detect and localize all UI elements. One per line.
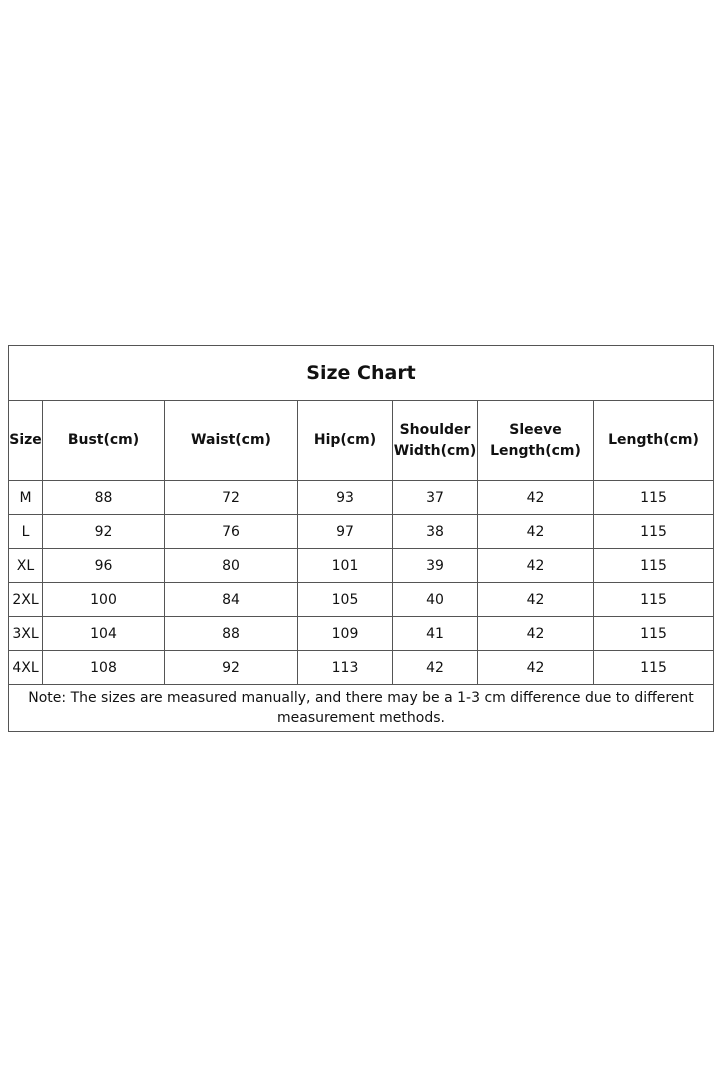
column-header-line: Shoulder — [399, 421, 471, 438]
cell-size: M — [9, 481, 43, 515]
column-header-shoulder-width — [393, 401, 478, 481]
table-row — [9, 583, 714, 617]
column-header-hip — [298, 401, 393, 481]
cell-shoulder-width: 42 — [393, 651, 478, 685]
cell-length: 115 — [594, 617, 714, 651]
column-header-line: Size — [9, 432, 42, 448]
table-row — [9, 617, 714, 651]
table-row — [9, 515, 714, 549]
cell-size: L — [9, 515, 43, 549]
cell-length: 115 — [594, 481, 714, 515]
column-header-line: Sleeve — [509, 421, 562, 438]
header-row — [9, 401, 714, 481]
column-header-line: Length(cm) — [490, 442, 581, 459]
size-chart-container — [8, 345, 713, 732]
cell-waist: 76 — [165, 515, 298, 549]
measurement-note: Note: The sizes are measured manually, and there may be a 1-3 cm difference due to different measurement methods. — [9, 685, 714, 732]
cell-hip: 93 — [298, 481, 393, 515]
cell-shoulder-width: 40 — [393, 583, 478, 617]
table-row — [9, 549, 714, 583]
column-header-bust — [43, 401, 165, 481]
cell-length: 115 — [594, 549, 714, 583]
column-header-line: Width(cm) — [393, 442, 477, 459]
chart-title: Size Chart — [9, 346, 714, 401]
cell-shoulder-width: 37 — [393, 481, 478, 515]
cell-shoulder-width: 39 — [393, 549, 478, 583]
cell-waist: 92 — [165, 651, 298, 685]
table-row — [9, 651, 714, 685]
cell-sleeve-length: 42 — [478, 549, 594, 583]
cell-length: 115 — [594, 515, 714, 549]
table-body — [9, 481, 714, 685]
column-header-line: Length(cm) — [608, 432, 699, 448]
column-header-length — [594, 401, 714, 481]
cell-sleeve-length: 42 — [478, 515, 594, 549]
cell-hip: 109 — [298, 617, 393, 651]
cell-sleeve-length: 42 — [478, 617, 594, 651]
column-header-waist — [165, 401, 298, 481]
cell-hip: 101 — [298, 549, 393, 583]
cell-bust: 92 — [43, 515, 165, 549]
cell-bust: 100 — [43, 583, 165, 617]
column-header-sleeve-length — [478, 401, 594, 481]
cell-length: 115 — [594, 651, 714, 685]
cell-sleeve-length: 42 — [478, 481, 594, 515]
cell-length: 115 — [594, 583, 714, 617]
cell-sleeve-length: 42 — [478, 583, 594, 617]
cell-bust: 88 — [43, 481, 165, 515]
column-header-line: Waist(cm) — [191, 432, 271, 448]
cell-bust: 96 — [43, 549, 165, 583]
cell-hip: 113 — [298, 651, 393, 685]
cell-size: 2XL — [9, 583, 43, 617]
cell-size: XL — [9, 549, 43, 583]
cell-waist: 80 — [165, 549, 298, 583]
table-row — [9, 481, 714, 515]
cell-hip: 97 — [298, 515, 393, 549]
cell-waist: 84 — [165, 583, 298, 617]
cell-bust: 104 — [43, 617, 165, 651]
cell-shoulder-width: 41 — [393, 617, 478, 651]
cell-waist: 88 — [165, 617, 298, 651]
cell-size: 3XL — [9, 617, 43, 651]
column-header-line: Bust(cm) — [67, 432, 140, 448]
size-chart-table — [8, 345, 714, 732]
cell-bust: 108 — [43, 651, 165, 685]
cell-hip: 105 — [298, 583, 393, 617]
column-header-line: Hip(cm) — [313, 432, 377, 448]
column-header-size — [9, 401, 43, 481]
cell-waist: 72 — [165, 481, 298, 515]
cell-size: 4XL — [9, 651, 43, 685]
cell-shoulder-width: 38 — [393, 515, 478, 549]
cell-sleeve-length: 42 — [478, 651, 594, 685]
